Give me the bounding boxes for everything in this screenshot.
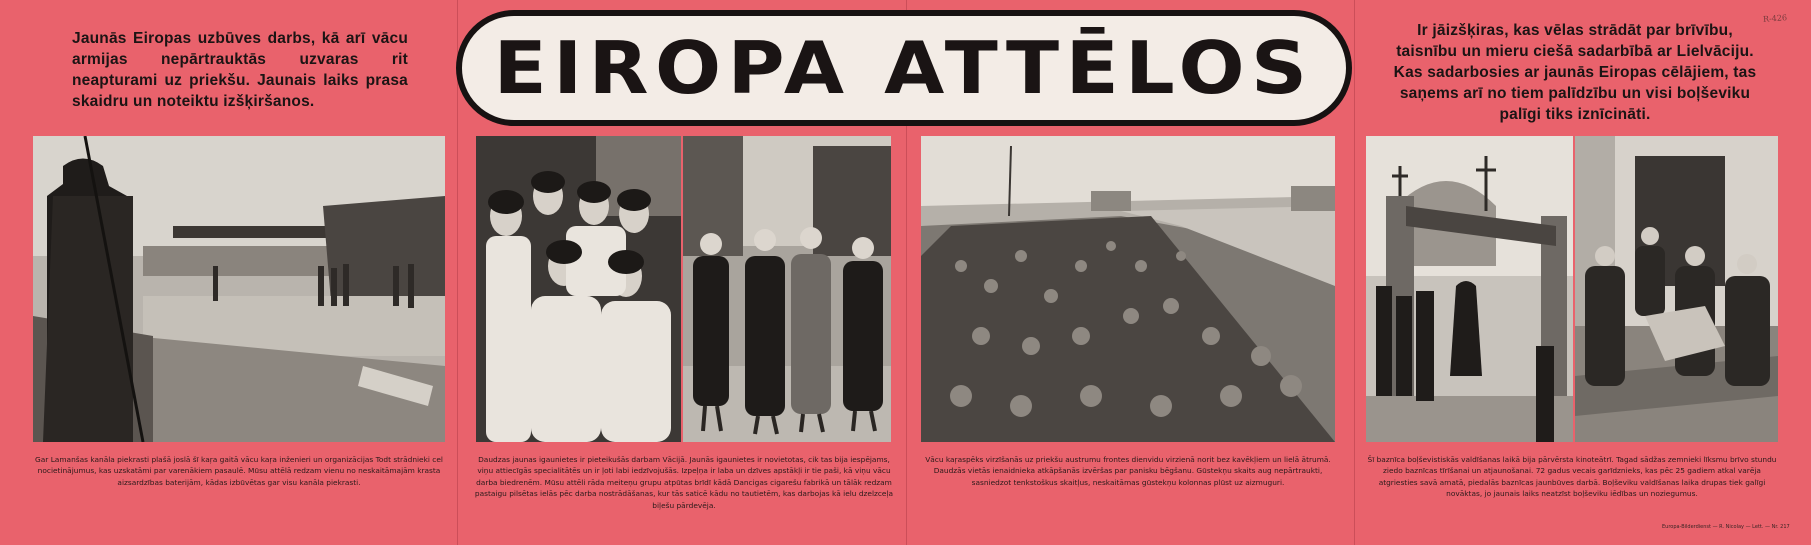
- printer-line: Europa-Bilderdienst — R. Nicolay — Lett. — Nr. 217: [1662, 524, 1790, 530]
- photo-street-walk: [683, 136, 891, 442]
- caption-prisoners: Vācu kaŗaspēks virzīšanās uz priekšu austrumu frontes dienvidu virzienā norit bez kavēkļiem un lielā ātrumā. Daudzās vietās ienaidnieka atkāpšanās izvēršas par panisku bēgšanu. Gūstekņu skaits aug nepārtraukti, sasniedzot tenkstoškus skaitļus, neskaitāmas gūstekņu kolonnas plūst uz aizmuguri.: [925, 455, 1331, 487]
- caption-coastal-battery: Gar Lamanšas kanāla piekrasti plašā joslā šī kaŗa gaitā vācu kaŗa inženieri un organizācijas Todt strādnieki cel nocietinājumus, kas uzskatāmi par varenākiem pasaulē. Mūsu attēlā redzam vienu no neskaitāmajām krasta aizsardzības baterijām, kādas izbūvētas gar visu kanāla piekrasti.: [35, 455, 443, 487]
- intro-right-text: Ir jāizšķiras, kas vēlas strādāt par brīvību, taisnību un mieru ciešā sadarbībā ar Lielvāciju. Kas sadarbosies ar jaunās Eiropas cēlājiem, tas saņems arī no tiem palīdzību un visi boļševiku palīgi tiks iznīcināti.: [1393, 22, 1757, 123]
- caption-workers: Daudzas jaunas igaunietes ir pieteikušās darbam Vācijā. Jaunās igaunietes ir novietotas, cik tas bija iespējams, viņu attiecīgās specialitātēs un ir ļoti labi iedzīvojušās. Izpeļņa ir laba un dzīves apstākļi ir tie paši, kā viņu vācu darba biedrenēm. Mūsu attēli rāda meiteņu grupu atpūtas brīdī kādā Dancigas cigarešu fabrikā un tālāk redzam pastaigu pilsētas ielās pēc darba nostrādāšanas, kur tās saticē kādu no tautietēm, kas darbojas kā ielu dzelzceļa biļešu pārdevēja.: [474, 455, 894, 510]
- photo-church-cleaning: [1575, 136, 1778, 442]
- fold-line: [1354, 0, 1355, 545]
- poster-title: EIROPA ATTĒLOS: [494, 26, 1314, 110]
- photo-workers-group: [476, 136, 681, 442]
- photo-prisoner-column: [921, 136, 1335, 442]
- intro-left-text: Jaunās Eiropas uzbūves darbs, kā arī vācu armijas nepārtrauktās uzvaras rit neapturami uz priekšu. Jaunais laiks prasa skaidru un noteiktu izšķiršanos.: [72, 30, 408, 110]
- archive-stamp: R-426: [1762, 13, 1788, 24]
- title-banner: [456, 10, 1352, 126]
- photo-coastal-battery: [33, 136, 445, 442]
- photo-church-gate: [1366, 136, 1573, 442]
- caption-church: Šī baznīca boļševistiskās valdīšanas laikā bija pārvērsta kinoteātrī. Tagad sādžas zemnieki līksmu brīvo stundu ziedo baznīcas tīrīšanai un atjaunošanai. 72 gadus vecais garīdznieks, kas pēc 25 gadiem atkal varēja atgriesties savā amatā, piedalās baznīcas jaunbūves darbā. Boļševiku valdīšanas laika drupas tiek galīgi novāktas, jo jaunais laiks neatzīst boļševiku iēdības un noziegumus.: [1367, 455, 1777, 499]
